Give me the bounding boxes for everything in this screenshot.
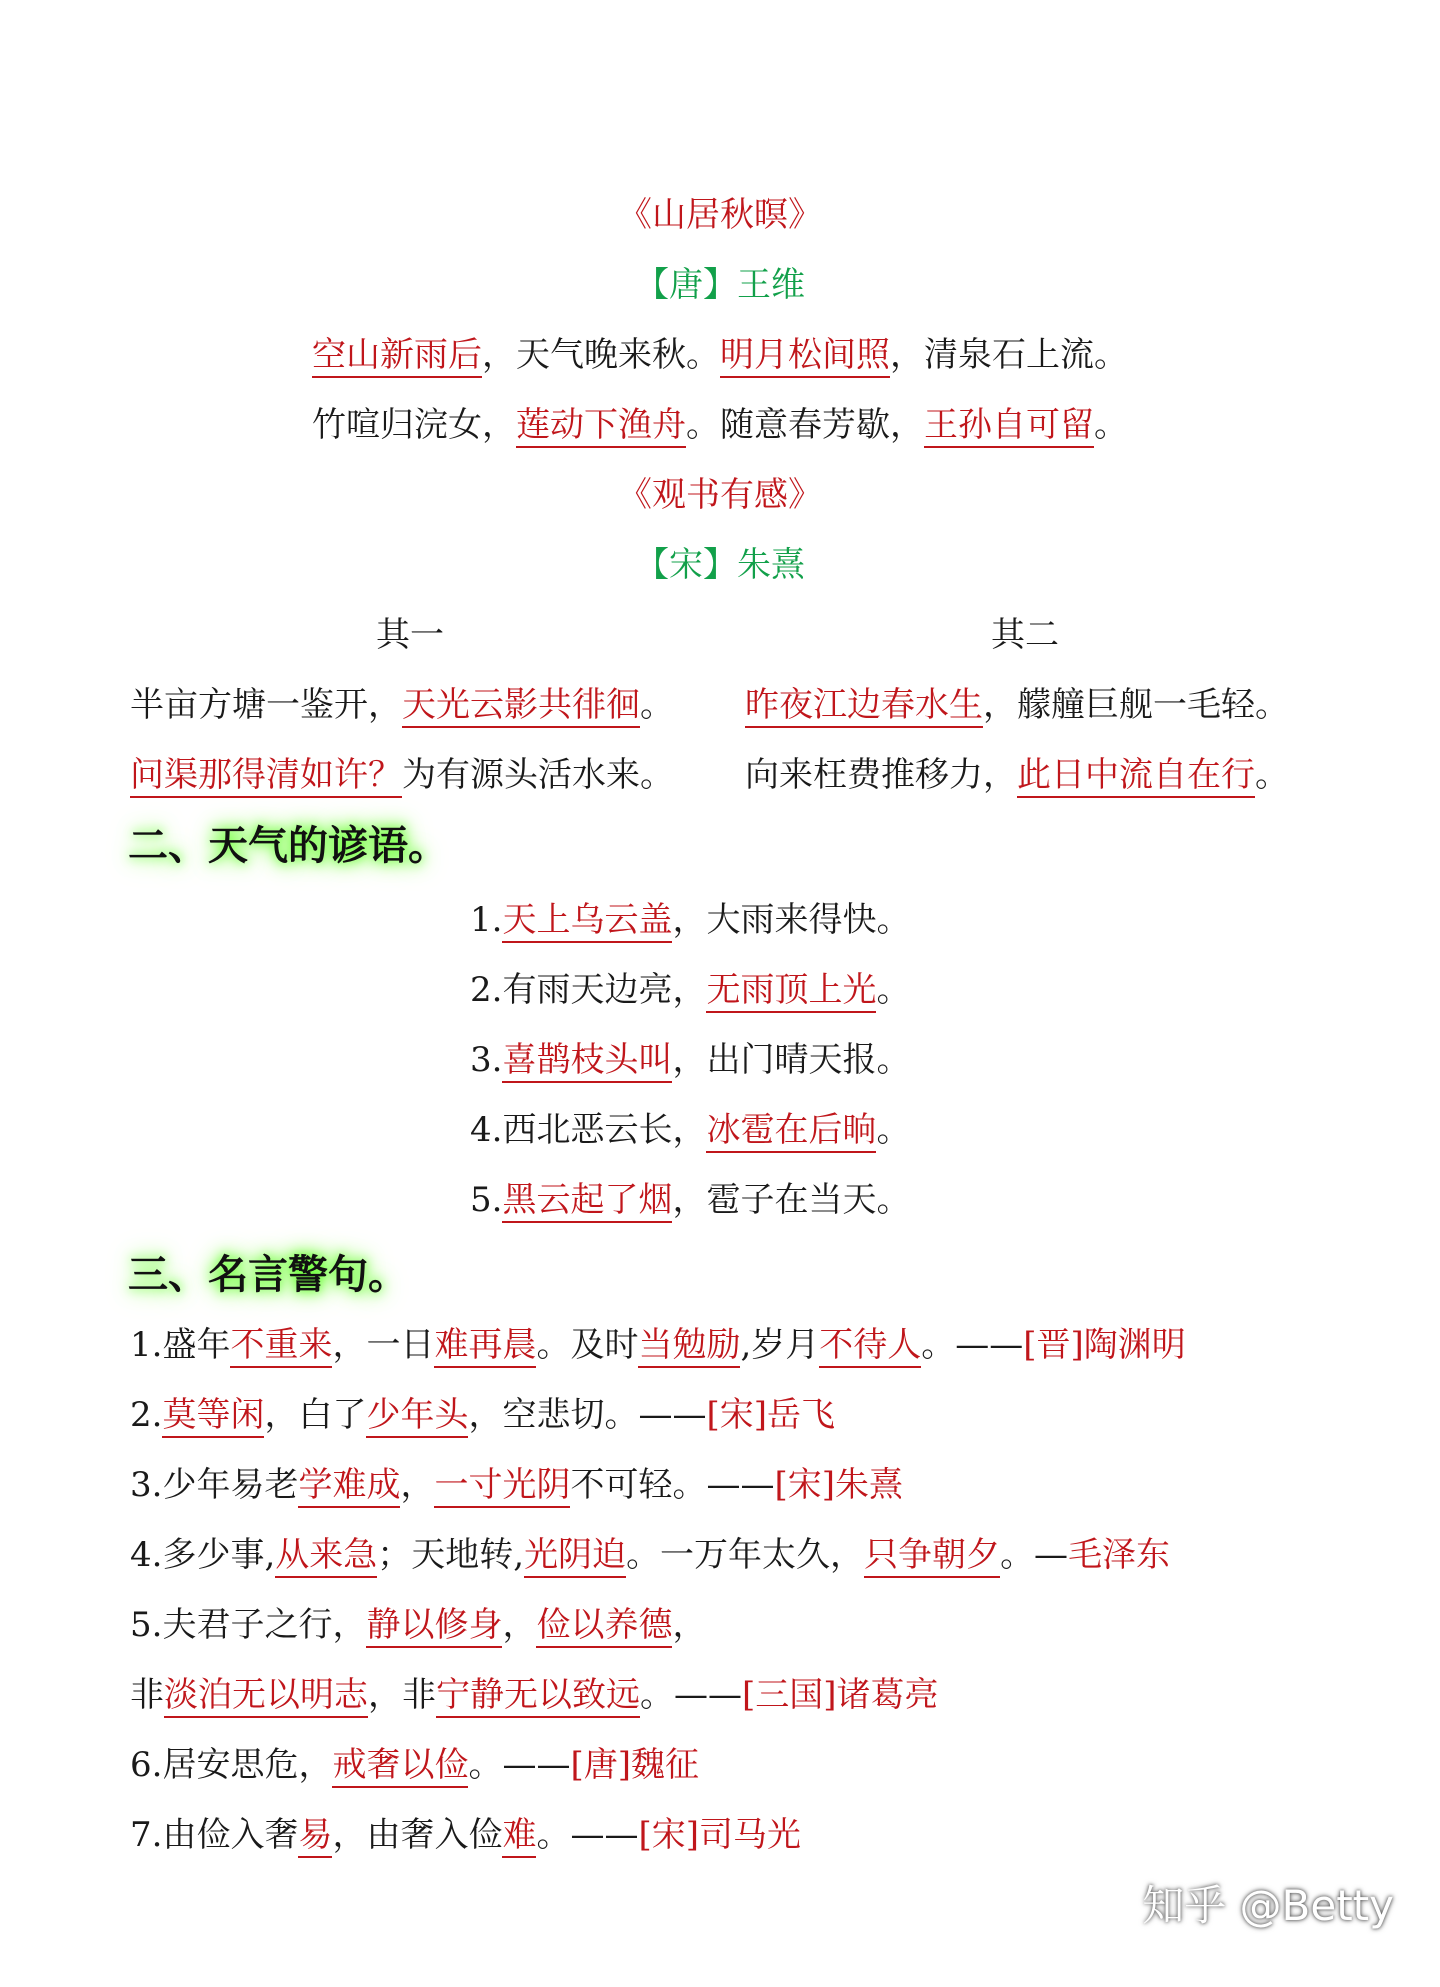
blank-answer: 天上乌云盖: [502, 900, 672, 943]
blank-answer: 光阴迫: [524, 1535, 626, 1578]
quote-text: ，非: [368, 1675, 436, 1715]
blank-answer: 难: [502, 1815, 536, 1858]
item-text: 1.: [470, 900, 503, 940]
list-item: [470, 965, 910, 1015]
poem-text: 。: [1094, 405, 1128, 445]
quote-text: 非: [130, 1675, 164, 1715]
quote-text: ，: [502, 1605, 537, 1645]
quote-text: 4.多少事,: [130, 1535, 276, 1575]
quote-text: ，空悲切。——: [468, 1395, 707, 1435]
quote-line: [130, 1320, 1186, 1370]
poem-title: 《观书有感》: [618, 475, 822, 515]
watermark: 知乎 @Betty: [1142, 1881, 1394, 1930]
blank-answer: 少年头: [366, 1395, 468, 1438]
quote-text: 3.少年易老: [130, 1465, 299, 1505]
poem-line: [745, 750, 1289, 800]
poem-text: 。随意春芳歇，: [686, 405, 924, 445]
poem-author: 【唐】王维: [635, 265, 805, 305]
quote-line: [130, 1810, 801, 1860]
poem-line: [0, 400, 1440, 450]
quote-author: [晋]陶渊明: [1023, 1325, 1186, 1365]
quote-line: [130, 1600, 706, 1650]
blank-answer: 只争朝夕: [864, 1535, 1000, 1578]
quote-text: 。——: [536, 1815, 639, 1855]
blank-answer: 从来急: [275, 1535, 377, 1578]
blank-answer: 静以修身: [366, 1605, 502, 1648]
blank-answer: 王孙自可留: [924, 405, 1094, 448]
blank-answer: 莫等闲: [162, 1395, 264, 1438]
quote-text: ，一日: [332, 1325, 435, 1365]
blank-answer: 易: [298, 1815, 332, 1858]
quote-text: 5.夫君子之行，: [130, 1605, 367, 1645]
blank-answer: 俭以养德: [536, 1605, 672, 1648]
blank-answer: 空山新雨后: [312, 335, 482, 378]
item-text: ，雹子在当天。: [672, 1180, 911, 1220]
poem-line: [0, 330, 1440, 380]
quote-text: 7.由俭入奢: [130, 1815, 299, 1855]
item-text: ，出门晴天报。: [672, 1040, 911, 1080]
item-text: 5.: [470, 1180, 503, 1220]
poem-text: 半亩方塘一鉴开，: [130, 685, 402, 725]
blank-answer: 冰雹在后晌: [706, 1110, 876, 1153]
blank-answer: 一寸光阴: [434, 1465, 570, 1508]
poem-title: 《山居秋暝》: [618, 195, 822, 235]
blank-answer: 明月松间照: [720, 335, 890, 378]
item-text: 3.: [470, 1040, 503, 1080]
part-title: 其二: [991, 615, 1059, 655]
poem-text: 竹喧归浣女，: [312, 405, 516, 445]
list-item: [470, 1175, 910, 1225]
quote-author: 毛泽东: [1068, 1535, 1171, 1575]
item-text: 4.西北恶云长，: [470, 1110, 707, 1150]
quote-text: 不可轻。——: [570, 1465, 775, 1505]
blank-answer: 当勉励: [638, 1325, 740, 1368]
blank-answer: 不待人: [819, 1325, 921, 1368]
quote-text: ,岁月: [740, 1325, 820, 1365]
section-heading: 三、名言警句。: [128, 1251, 408, 1298]
quote-text: 2.: [130, 1395, 163, 1435]
blank-answer: 黑云起了烟: [502, 1180, 672, 1223]
list-item: [470, 1105, 910, 1155]
poem-line: [130, 750, 674, 800]
list-item: [470, 895, 910, 945]
poem-text: 向来枉费推移力，: [745, 755, 1017, 795]
quote-line: [130, 1670, 939, 1720]
poem-author: 【宋】朱熹: [635, 545, 805, 585]
blank-answer: 问渠那得清如许？: [130, 755, 402, 798]
quote-text: 。——: [640, 1675, 742, 1715]
quote-text: ，白了: [264, 1395, 367, 1435]
part-title: 其一: [376, 615, 444, 655]
poem-text: 。: [640, 685, 674, 725]
blank-answer: 难再晨: [434, 1325, 536, 1368]
quote-text: ，: [672, 1605, 707, 1645]
item-text: 。: [876, 1110, 911, 1150]
quote-author: [宋]司马光: [638, 1815, 801, 1855]
list-item: [470, 1035, 910, 1085]
poem-line: [130, 680, 674, 730]
blank-answer: 淡泊无以明志: [164, 1675, 368, 1718]
blank-answer: 莲动下渔舟: [516, 405, 686, 448]
item-text: 2.有雨天边亮，: [470, 970, 707, 1010]
quote-author: [三国]诸葛亮: [742, 1675, 939, 1715]
quote-text: 。——: [921, 1325, 1024, 1365]
blank-answer: 喜鹊枝头叫: [502, 1040, 672, 1083]
quote-text: ；天地转,: [377, 1535, 525, 1575]
quote-line: [130, 1390, 835, 1440]
quote-text: ，由奢入俭: [332, 1815, 503, 1855]
quote-line: [130, 1460, 903, 1510]
quote-text: 。—: [1000, 1535, 1069, 1575]
quote-text: 1.盛年: [130, 1325, 231, 1365]
poem-text: ，清泉石上流。: [890, 335, 1128, 375]
poem-text: ，艨艟巨舰一毛轻。: [983, 685, 1289, 725]
blank-answer: 宁静无以致远: [436, 1675, 640, 1718]
quote-text: 。及时: [536, 1325, 639, 1365]
quote-line: [130, 1530, 1170, 1580]
quote-text: ，: [400, 1465, 435, 1505]
poem-line: [745, 680, 1289, 730]
blank-answer: 此日中流自在行: [1017, 755, 1255, 798]
section-heading: 二、天气的谚语。: [128, 822, 448, 869]
quote-line: [130, 1740, 699, 1790]
poem-text: ，天气晚来秋。: [482, 335, 720, 375]
blank-answer: 戒奢以俭: [332, 1745, 468, 1788]
item-text: 。: [876, 970, 911, 1010]
quote-text: 。——: [468, 1745, 571, 1785]
item-text: ，大雨来得快。: [672, 900, 911, 940]
quote-text: 。一万年太久，: [626, 1535, 865, 1575]
blank-answer: 不重来: [230, 1325, 332, 1368]
blank-answer: 无雨顶上光: [706, 970, 876, 1013]
blank-answer: 学难成: [298, 1465, 400, 1508]
poem-text: 。: [1255, 755, 1289, 795]
quote-text: 6.居安思危，: [130, 1745, 333, 1785]
quote-author: [唐]魏征: [570, 1745, 699, 1785]
poem-text: 为有源头活水来。: [402, 755, 674, 795]
blank-answer: 昨夜江边春水生: [745, 685, 983, 728]
quote-author: [宋]岳飞: [706, 1395, 835, 1435]
blank-answer: 天光云影共徘徊: [402, 685, 640, 728]
quote-author: [宋]朱熹: [774, 1465, 903, 1505]
